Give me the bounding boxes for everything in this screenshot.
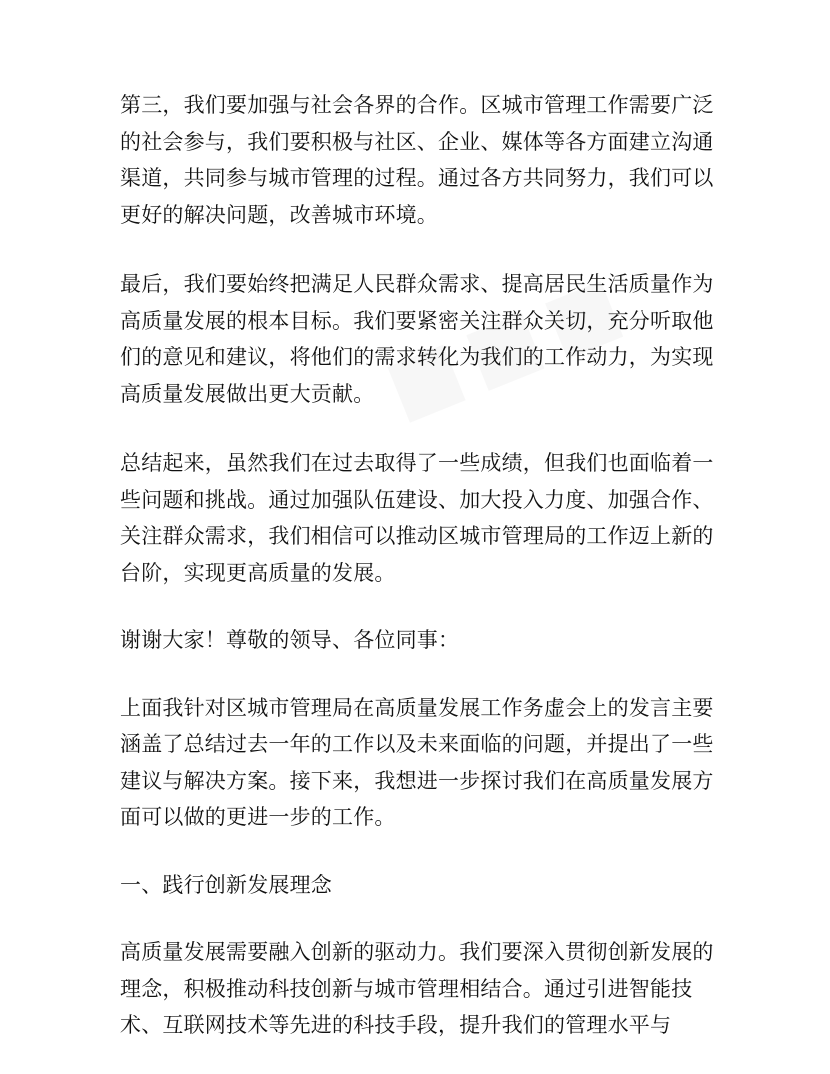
paragraph-introduction: 上面我针对区城市管理局在高质量发展工作务虚会上的发言主要涵盖了总结过去一年的工作以及未来面临的问题，并提出了一些建议与解决方案。接下来，我想进一步探讨我们在高质量发展方面可以做的更进一步的工作。 — [120, 695, 714, 829]
document-body — [120, 87, 720, 1044]
paragraph-summary: 总结起来，虽然我们在过去取得了一些成绩，但我们也面临着一些问题和挑战。通过加强队伍建设、加大投入力度、加强合作、关注群众需求，我们相信可以推动区城市管理局的工作迈上新的台阶，实现更高质量的发展。 — [120, 451, 714, 585]
section-heading-innovation: 一、践行创新发展理念 — [120, 872, 332, 897]
paragraph-cooperation: 第三，我们要加强与社会各界的合作。区城市管理工作需要广泛的社会参与，我们要积极与社区、企业、媒体等各方面建立沟通渠道，共同参与城市管理的过程。通过各方共同努力，我们可以更好的解决问题，改善城市环境。 — [120, 93, 714, 227]
paragraph-innovation: 高质量发展需要融入创新的驱动力。我们要深入贯彻创新发展的理念，积极推动科技创新与城市管理相结合。通过引进智能技术、互联网技术等先进的科技手段，提升我们的管理水平与 — [120, 940, 714, 1037]
paragraph-greeting: 谢谢大家！尊敬的领导、各位同事： — [120, 628, 460, 652]
paragraph-people-needs: 最后，我们要始终把满足人民群众需求、提高居民生活质量作为高质量发展的根本目标。我们要紧密关注群众关切，充分听取他们的意见和建议，将他们的需求转化为我们的工作动力，为实现高质量发展做出更大贡献。 — [120, 272, 714, 406]
